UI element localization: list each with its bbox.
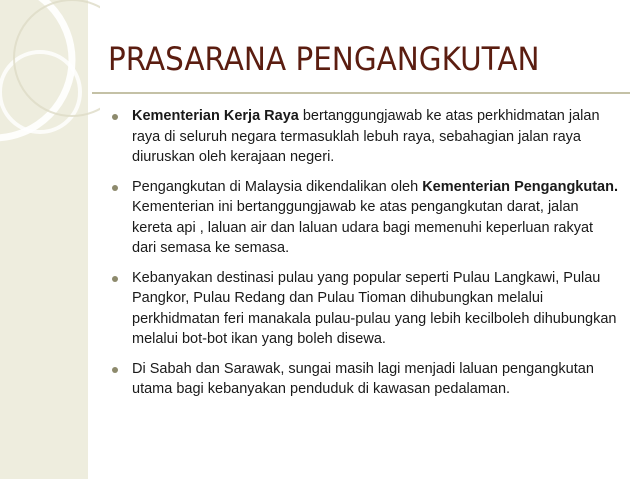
bullet-bold: Kementerian Pengangkutan. — [422, 178, 618, 195]
bullet-text: Pengangkutan di Malaysia dikendalikan oleh — [132, 178, 423, 195]
bullet-text: bertanggungjawab ke atas perkhidmatan jalan raya di seluruh negara termasuklah lebuh raya, sebahagian jalan raya diuruskan oleh kerajaan negeri. — [132, 108, 600, 165]
title-divider — [92, 92, 630, 94]
bullet-item — [110, 177, 620, 259]
bullet-text: Di Sabah dan Sarawak, sungai masih lagi menjadi laluan pengangkutan utama bagi kebanyakan penduduk di kawasan pedalaman. — [132, 360, 594, 397]
bullet-dot-icon — [112, 367, 118, 373]
bullet-text: Kebanyakan destinasi pulau yang popular seperti Pulau Langkawi, Pulau Pangkor, Pulau Redang dan Pulau Tioman dihubungkan melalui perkhidmatan feri manakala pulau-pulau yang lebih kecilboleh dihubungkan melalui bot-bot ikan yang boleh disewa. — [132, 269, 617, 347]
slide-title: PRASARANA PENGANGKUTAN — [108, 40, 540, 78]
bullet-item — [110, 268, 620, 350]
bullet-list — [110, 106, 620, 409]
bullet-dot-icon — [112, 276, 118, 282]
bullet-text: Kementerian ini bertanggungjawab ke atas pengangkutan darat, jalan kereta api , laluan air dan laluan udara bagi memenuhi keperluan rakyat dari semasa ke semasa. — [132, 199, 594, 256]
decorative-circles — [0, 0, 100, 479]
bullet-item — [110, 359, 620, 400]
bullet-bold-lead: Kementerian Kerja Raya — [132, 108, 299, 124]
bullet-dot-icon — [112, 114, 118, 120]
bullet-dot-icon — [112, 185, 118, 191]
bullet-item — [110, 106, 620, 168]
